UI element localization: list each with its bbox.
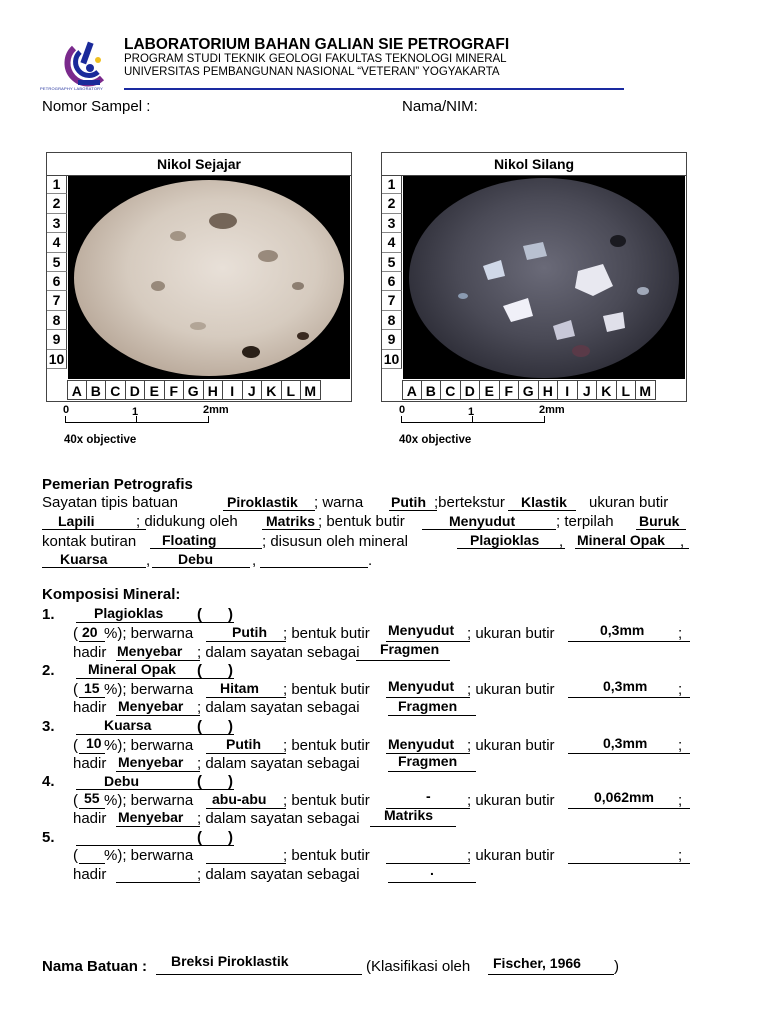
blank-line (79, 753, 105, 754)
paren-open: ( (73, 792, 78, 809)
scale-label: 2mm (539, 404, 565, 416)
header-divider (124, 88, 624, 90)
blank-line (150, 548, 262, 549)
pemerian-text: ;bertekstur (434, 494, 505, 511)
label-berwarna: %); berwarna (104, 847, 194, 864)
field-sebagai[interactable]: Fragmen (398, 698, 458, 714)
scale-label: 2mm (203, 404, 229, 416)
label-hadir: hadir (73, 644, 107, 661)
separator-comma: , (146, 552, 151, 569)
blank-line (206, 697, 286, 698)
field-bentuk[interactable]: Menyudut (449, 513, 516, 529)
paren-close: ) (228, 773, 233, 790)
micrograph-title: Nikol Silang (382, 153, 686, 176)
row-number: 6 (382, 272, 402, 291)
field-persen[interactable]: 15 (84, 680, 100, 696)
blank-line (116, 882, 200, 883)
column-letter: A (402, 380, 422, 400)
paren-open: ( (197, 829, 202, 846)
label-bentuk: ; bentuk butir (283, 681, 370, 698)
field-sebagai[interactable]: . (430, 862, 434, 878)
paren-open: ( (73, 847, 78, 864)
row-number: 4 (47, 233, 67, 252)
field-hadir[interactable]: Menyebar (118, 809, 184, 825)
column-letter: H (539, 380, 559, 400)
field-ukuran[interactable]: 0,062mm (594, 789, 654, 805)
blank-line (152, 567, 250, 568)
field-persen[interactable]: 10 (86, 735, 102, 751)
field-warna[interactable]: Hitam (220, 680, 259, 696)
column-letter: M (636, 380, 656, 400)
blank-line (156, 974, 362, 975)
scale-bar-right (399, 404, 565, 426)
blank-line (422, 529, 556, 530)
item-number: 2. (42, 662, 55, 679)
field-hadir[interactable]: Menyebar (118, 754, 184, 770)
blank-line (568, 863, 690, 864)
university-name: UNIVERSITAS PEMBANGUNAN NASIONAL “VETERAN” YOGYAKARTA (124, 66, 500, 78)
separator-semicolon: ; (678, 681, 683, 698)
item-number: 1. (42, 606, 55, 623)
micrograph-crossed-nicol (381, 152, 687, 402)
column-letters (67, 380, 321, 400)
row-number: 8 (47, 311, 67, 330)
scale-label: 0 (399, 404, 406, 416)
column-letters (402, 380, 656, 400)
label-dalam: ; dalam sayatan sebagai (197, 755, 360, 772)
column-letter: I (558, 380, 578, 400)
pemerian-heading: Pemerian Petrografis (42, 476, 193, 493)
label-bentuk: ; bentuk butir (283, 625, 370, 642)
blank-line (76, 622, 234, 623)
row-number: 9 (382, 330, 402, 349)
label-ukuran: ; ukuran butir (467, 737, 555, 754)
field-ukuran[interactable]: 0,3mm (603, 735, 648, 751)
blank-line (488, 974, 614, 975)
column-letter: E (480, 380, 500, 400)
blank-line (370, 826, 456, 827)
pemerian-text: ; disusun oleh mineral (262, 533, 408, 550)
field-warna[interactable]: Putih (232, 624, 267, 640)
micrograph-title: Nikol Sejajar (47, 153, 351, 176)
thin-section-image-xpl (403, 176, 685, 379)
paren-open: ( (73, 625, 78, 642)
field-terpilah[interactable]: Buruk (639, 513, 680, 529)
pemerian-text: Sayatan tipis batuan (42, 494, 178, 511)
blank-line (76, 845, 234, 846)
field-warna[interactable]: Putih (391, 494, 426, 510)
label-bentuk: ; bentuk butir (283, 847, 370, 864)
blank-line (79, 641, 105, 642)
row-number: 1 (382, 175, 402, 194)
label-hadir: hadir (73, 755, 107, 772)
row-number: 5 (47, 253, 67, 272)
label-ukuran: ; ukuran butir (467, 847, 555, 864)
label-berwarna: %); berwarna (104, 625, 194, 642)
field-mineral-1[interactable]: Plagioklas (470, 532, 540, 548)
column-letter: B (87, 380, 107, 400)
label-hadir: hadir (73, 810, 107, 827)
paren-open: ( (197, 773, 202, 790)
row-number: 2 (382, 194, 402, 213)
study-program: PROGRAM STUDI TEKNIK GEOLOGI FAKULTAS TEKNOLOGI MINERAL (124, 53, 507, 65)
field-ukuran[interactable]: 0,3mm (600, 622, 645, 638)
field-batuan[interactable]: Piroklastik (227, 494, 298, 510)
blank-line (262, 529, 320, 530)
field-ukuran[interactable]: 0,3mm (603, 678, 648, 694)
column-letter: J (578, 380, 598, 400)
blank-line (42, 567, 146, 568)
scale-tick (136, 416, 137, 422)
field-mineral-name[interactable]: Mineral Opak (88, 661, 176, 677)
separator-semicolon: ; (678, 625, 683, 642)
pemerian-text: ; bentuk butir (318, 513, 405, 530)
column-letter: M (301, 380, 321, 400)
row-numbers (47, 175, 67, 369)
column-letter: A (67, 380, 87, 400)
separator-comma: , (680, 533, 685, 550)
field-sebagai[interactable]: Fragmen (398, 753, 458, 769)
field-warna[interactable]: Putih (226, 736, 261, 752)
separator-semicolon: ; (678, 792, 683, 809)
field-bentuk[interactable]: Menyudut (388, 622, 455, 638)
field-mineral-2[interactable]: Mineral Opak (577, 532, 665, 548)
scale-label: 1 (132, 406, 139, 418)
scale-label: 0 (63, 404, 70, 416)
label-bentuk: ; bentuk butir (283, 737, 370, 754)
blank-line (389, 510, 437, 511)
column-letter: D (461, 380, 481, 400)
column-letter: C (106, 380, 126, 400)
label-dalam: ; dalam sayatan sebagai (197, 699, 360, 716)
field-hadir[interactable]: Menyebar (117, 643, 183, 659)
field-mineral-name[interactable]: Debu (104, 773, 139, 789)
field-warna[interactable]: abu-abu (212, 791, 267, 807)
paren-close: ) (228, 662, 233, 679)
nama-batuan-label: Nama Batuan : (42, 958, 148, 975)
pemerian-text: ; terpilah (556, 513, 614, 530)
label-dalam: ; dalam sayatan sebagai (197, 866, 360, 883)
column-letter: F (500, 380, 520, 400)
row-number: 6 (47, 272, 67, 291)
thin-section-image-ppl (68, 176, 350, 379)
blank-line (636, 529, 686, 530)
field-bentuk[interactable]: Menyudut (388, 736, 455, 752)
row-number: 5 (382, 253, 402, 272)
blank-line (116, 771, 200, 772)
item-number: 4. (42, 773, 55, 790)
field-klasifikasi[interactable]: Fischer, 1966 (493, 955, 581, 971)
label-berwarna: %); berwarna (104, 737, 194, 754)
row-number: 8 (382, 311, 402, 330)
column-letter: K (597, 380, 617, 400)
paren-close: ) (614, 958, 619, 975)
label-dalam: ; dalam sayatan sebagai (197, 644, 360, 661)
blank-line (206, 808, 286, 809)
paren-open: ( (73, 681, 78, 698)
column-letter: L (282, 380, 302, 400)
item-number: 5. (42, 829, 55, 846)
row-number: 7 (382, 291, 402, 310)
label-dalam: ; dalam sayatan sebagai (197, 810, 360, 827)
row-number: 4 (382, 233, 402, 252)
blank-line (223, 510, 315, 511)
scale-bar-line (65, 416, 209, 423)
objective-label: 40x objective (399, 434, 472, 446)
column-letter: G (519, 380, 539, 400)
paren-open: ( (197, 662, 202, 679)
row-number: 3 (382, 214, 402, 233)
paren-close: ) (228, 829, 233, 846)
scale-label: 1 (468, 406, 475, 418)
field-mineral-4[interactable]: Debu (178, 551, 213, 567)
field-bentuk[interactable]: - (426, 788, 431, 804)
field-mineral-name[interactable]: Kuarsa (104, 717, 152, 733)
label-berwarna: %); berwarna (104, 792, 194, 809)
separator-semicolon: ; (678, 847, 683, 864)
field-bentuk[interactable]: Menyudut (388, 678, 455, 694)
row-number: 7 (47, 291, 67, 310)
pemerian-text: ukuran butir (589, 494, 669, 511)
column-letter: H (204, 380, 224, 400)
scale-bar-left (63, 404, 229, 426)
field-nama-batuan[interactable]: Breksi Piroklastik (171, 953, 289, 969)
paren-open: ( (197, 718, 202, 735)
blank-line (568, 808, 690, 809)
separator-period: . (368, 552, 373, 569)
blank-line (260, 567, 368, 568)
separator-comma: , (559, 533, 564, 550)
blank-line (388, 882, 476, 883)
blank-line (508, 510, 576, 511)
column-letter: E (145, 380, 165, 400)
objective-label: 40x objective (64, 434, 137, 446)
label-ukuran: ; ukuran butir (467, 625, 555, 642)
logo-caption: PETROGRAPHY LABORATORY (40, 86, 104, 91)
label-hadir: hadir (73, 866, 107, 883)
blank-line (76, 678, 234, 679)
column-letter: J (243, 380, 263, 400)
blank-line (79, 808, 105, 809)
column-letter: D (126, 380, 146, 400)
label-bentuk: ; bentuk butir (283, 792, 370, 809)
label-hadir: hadir (73, 699, 107, 716)
blank-line (575, 548, 689, 549)
column-letter: L (617, 380, 637, 400)
column-letter: B (422, 380, 442, 400)
item-number: 3. (42, 718, 55, 735)
klasifikasi-label: (Klasifikasi oleh (366, 958, 471, 975)
blank-line (388, 715, 476, 716)
blank-line (568, 697, 690, 698)
column-letter: K (262, 380, 282, 400)
field-sebagai[interactable]: Fragmen (380, 641, 440, 657)
blank-line (356, 660, 450, 661)
field-mineral-name[interactable]: Plagioklas (94, 605, 164, 621)
row-number: 9 (47, 330, 67, 349)
blank-line (116, 826, 200, 827)
lab-title: LABORATORIUM BAHAN GALIAN SIE PETROGRAFI (124, 36, 510, 53)
field-kontak[interactable]: Floating (162, 532, 217, 548)
field-tekstur[interactable]: Klastik (521, 494, 567, 510)
row-numbers (382, 175, 402, 369)
column-letter: F (165, 380, 185, 400)
pemerian-text: kontak butiran (42, 533, 137, 550)
lab-subtitle (124, 53, 507, 79)
paren-open: ( (197, 606, 202, 623)
blank-line (79, 697, 105, 698)
nama-nim-label: Nama/NIM: (402, 98, 478, 115)
blank-line (206, 753, 286, 754)
row-number: 10 (47, 350, 67, 369)
field-persen[interactable]: 20 (82, 624, 98, 640)
blank-line (386, 863, 470, 864)
blank-line (206, 863, 286, 864)
blank-line (568, 753, 690, 754)
field-sebagai[interactable]: Matriks (384, 807, 434, 823)
paren-close: ) (228, 718, 233, 735)
row-number: 3 (47, 214, 67, 233)
label-ukuran: ; ukuran butir (467, 681, 555, 698)
blank-line (568, 641, 690, 642)
label-berwarna: %); berwarna (104, 681, 194, 698)
blank-line (116, 715, 200, 716)
micrograph-parallel-nicol (46, 152, 352, 402)
scale-bar-line (401, 416, 545, 423)
blank-line (42, 529, 146, 530)
komposisi-heading: Komposisi Mineral: (42, 586, 181, 603)
separator-semicolon: ; (678, 737, 683, 754)
column-letter: C (441, 380, 461, 400)
field-didukung[interactable]: Matriks (266, 513, 316, 529)
row-number: 10 (382, 350, 402, 369)
field-persen[interactable]: 55 (84, 790, 100, 806)
blank-line (388, 771, 476, 772)
field-hadir[interactable]: Menyebar (118, 698, 184, 714)
nomor-sampel-label: Nomor Sampel : (42, 98, 151, 115)
paren-open: ( (73, 737, 78, 754)
paren-close: ) (228, 606, 233, 623)
blank-line (457, 548, 565, 549)
column-letter: I (223, 380, 243, 400)
label-ukuran: ; ukuran butir (467, 792, 555, 809)
scale-tick (472, 416, 473, 422)
pemerian-text: ; didukung oleh (136, 513, 238, 530)
blank-line (206, 641, 286, 642)
lab-logo (58, 38, 116, 90)
blank-line (79, 863, 105, 864)
field-ukuran[interactable]: Lapili (58, 513, 95, 529)
row-number: 2 (47, 194, 67, 213)
row-number: 1 (47, 175, 67, 194)
separator-comma: , (252, 552, 257, 569)
pemerian-text: ; warna (314, 494, 364, 511)
column-letter: G (184, 380, 204, 400)
field-mineral-3[interactable]: Kuarsa (60, 551, 108, 567)
